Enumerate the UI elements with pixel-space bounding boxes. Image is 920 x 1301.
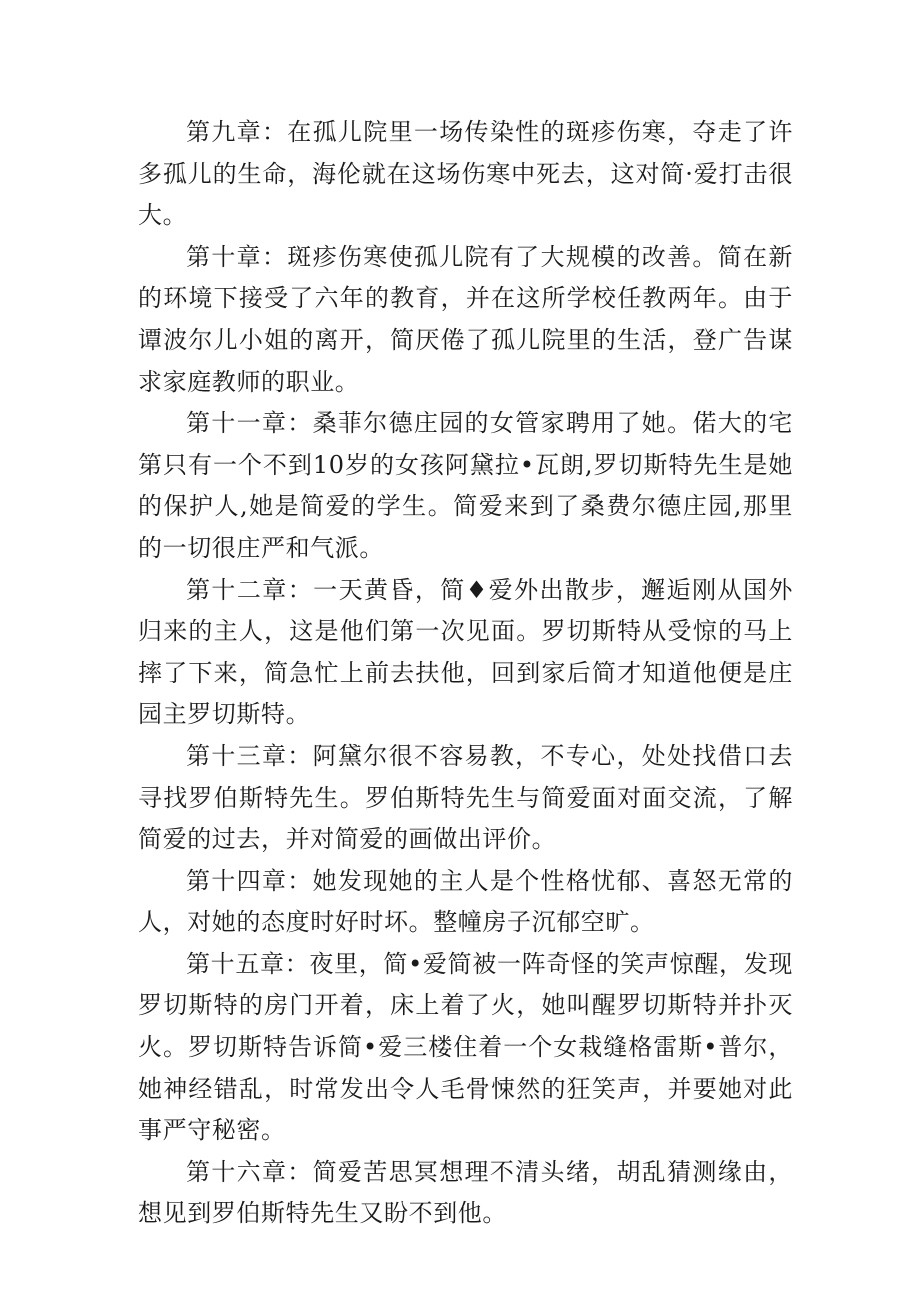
paragraph-chapter-14: 第十四章：她发现她的主人是个性格忧郁、喜怒无常的人，对她的态度时好时坏。整幢房子沉郁空旷。 xyxy=(138,866,793,937)
document-body xyxy=(138,112,793,1235)
paragraph-chapter-10: 第十章：斑疹伤寒使孤儿院有了大规模的改善。简在新的环境下接受了六年的教育，并在这所学校任教两年。由于谭波尔儿小姐的离开，简厌倦了孤儿院里的生活，登广告谋求家庭教师的职业。 xyxy=(138,242,793,396)
paragraph-chapter-15: 第十五章：夜里，简•爱简被一阵奇怪的笑声惊醒，发现罗切斯特的房门开着，床上着了火，她叫醒罗切斯特并扑灭火。罗切斯特告诉简•爱三楼住着一个女栽缝格雷斯•普尔，她神经错乱，时常发出令人毛骨悚然的狂笑声，并要她对此事严守秘密。 xyxy=(138,949,793,1145)
paragraph-chapter-12: 第十二章：一天黄昏，简♦爱外出散步，邂逅刚从国外归来的主人，这是他们第一次见面。罗切斯特从受惊的马上摔了下来，简急忙上前去扶他，回到家后简才知道他便是庄园主罗切斯特。 xyxy=(138,575,793,729)
paragraph-chapter-11: 第十一章：桑菲尔德庄园的女管家聘用了她。偌大的宅第只有一个不到10岁的女孩阿黛拉•瓦朗,罗切斯特先生是她的保护人,她是简爱的学生。简爱来到了桑费尔德庄园,那里的一切很庄严和气派。 xyxy=(138,409,793,562)
paragraph-chapter-13: 第十三章：阿黛尔很不容易教，不专心，处处找借口去寻找罗伯斯特先生。罗伯斯特先生与简爱面对面交流，了解简爱的过去，并对简爱的画做出评价。 xyxy=(138,741,793,854)
paragraph-chapter-16: 第十六章：简爱苦思冥想理不清头绪，胡乱猜测缘由，想见到罗伯斯特先生又盼不到他。 xyxy=(138,1157,793,1228)
paragraph-chapter-9: 第九章：在孤儿院里一场传染性的斑疹伤寒，夺走了许多孤儿的生命，海伦就在这场伤寒中死去，这对简·爱打击很大。 xyxy=(138,118,793,230)
